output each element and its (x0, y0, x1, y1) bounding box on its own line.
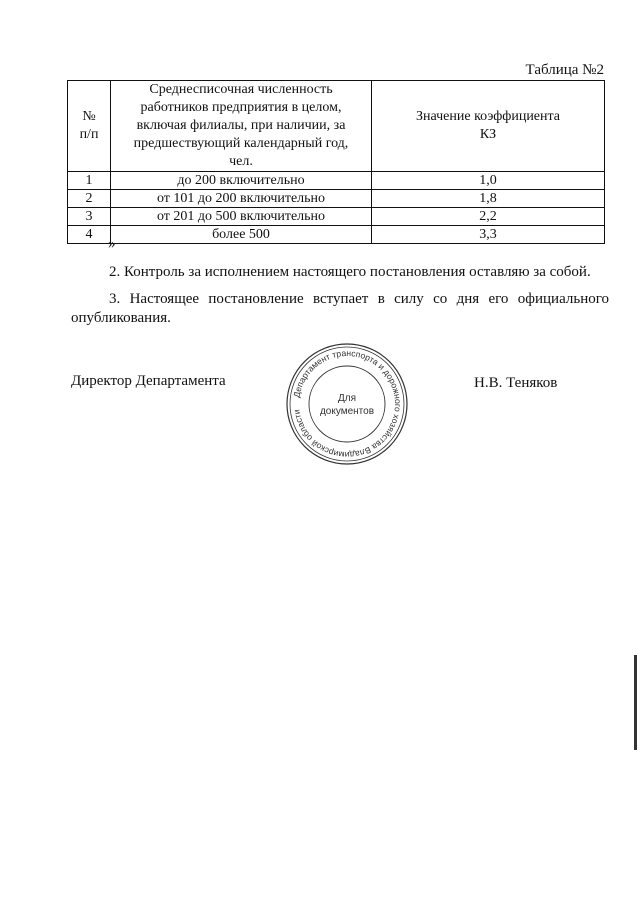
table-header-row (68, 81, 605, 172)
header-number: № п/п (68, 81, 111, 172)
row-number: 2 (68, 190, 111, 208)
seal-ring-text: Департамент транспорта и дорожного хозяйства Владимирской области (291, 347, 404, 461)
row-employee-range: до 200 включительно (111, 172, 372, 190)
paragraph-control: 2. Контроль за исполнением настоящего постановления оставляю за собой. (109, 264, 591, 280)
row-employee-range: более 500 (111, 226, 372, 244)
header-coefficient: Значение коэффициента КЗ (372, 81, 605, 172)
seal-center-line2: документов (319, 406, 375, 417)
row-employee-range: от 201 до 500 включительно (111, 208, 372, 226)
table-row (68, 226, 605, 244)
signatory-name: Н.В. Теняков (474, 375, 558, 391)
row-coefficient: 1,8 (372, 190, 605, 208)
row-number: 3 (68, 208, 111, 226)
signatory-position: Директор Департамента (71, 373, 226, 389)
table-row (68, 190, 605, 208)
table-row (68, 208, 605, 226)
row-coefficient: 2,2 (372, 208, 605, 226)
scan-edge-mark (634, 655, 637, 750)
row-number: 4 (68, 226, 111, 244)
row-coefficient: 3,3 (372, 226, 605, 244)
row-employee-range: от 101 до 200 включительно (111, 190, 372, 208)
table-row (68, 172, 605, 190)
paragraph-effective-date: 3. Настоящее постановление вступает в силу со дня его официального опубликования. (71, 291, 609, 326)
coefficient-table (67, 80, 605, 244)
seal-center-line1: Для (337, 393, 357, 404)
row-coefficient: 1,0 (372, 172, 605, 190)
row-number: 1 (68, 172, 111, 190)
header-employee-count: Среднесписочная численность работников предприятия в целом, включая филиалы, при наличии, за предшествующий календарный год, чел. (111, 81, 372, 172)
closing-quote: » (108, 236, 116, 252)
seal-stamp-icon (284, 341, 410, 467)
table-caption: Таблица №2 (525, 62, 604, 78)
